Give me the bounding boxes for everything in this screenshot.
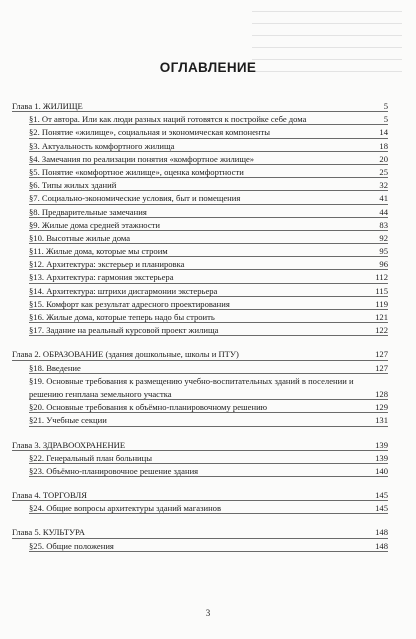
toc-entry-title: §8. Предварительные замечания xyxy=(29,206,147,217)
toc-section xyxy=(29,126,388,139)
toc-section xyxy=(29,324,388,337)
toc-section xyxy=(29,401,388,414)
toc-section xyxy=(29,232,388,245)
toc-entry-page: 115 xyxy=(375,285,388,296)
toc-entry-title: §16. Жилые дома, которые теперь надо бы строить xyxy=(29,312,215,322)
toc-entry-page: 41 xyxy=(379,193,388,204)
toc-entry-page: 127 xyxy=(375,349,388,360)
toc-entry-title: Глава 3. ЗДРАВООХРАНЕНИЕ xyxy=(12,439,126,450)
toc-entry-title: §11. Жилые дома, которые мы строим xyxy=(29,246,168,257)
toc-section xyxy=(29,206,388,219)
toc-entry-page: 148 xyxy=(375,540,388,551)
toc-entry-page: 145 xyxy=(375,490,388,501)
toc-section xyxy=(29,502,388,515)
toc-section xyxy=(29,414,388,427)
toc-section xyxy=(29,375,388,401)
toc-entry-title: Глава 4. ТОРГОВЛЯ xyxy=(12,490,87,501)
toc-entry-page: 131 xyxy=(375,415,388,426)
toc-entry-page: 121 xyxy=(375,312,388,322)
toc-section xyxy=(29,258,388,271)
toc-entry-title: §21. Учебные секции xyxy=(29,415,107,426)
toc-entry-title: §3. Актуальность комфортного жилища xyxy=(29,140,175,151)
toc-entry-title: §9. Жилые дома средней этажности xyxy=(29,219,160,230)
toc-entry-title: §20. Основные требования к объёмно-планировочному решению xyxy=(29,402,268,413)
toc-section xyxy=(29,179,388,192)
toc-entry-title: §24. Общие вопросы архитектуры зданий магазинов xyxy=(29,503,222,514)
toc-entry-page: 5 xyxy=(383,101,388,111)
leader-line xyxy=(29,373,388,374)
toc-entry-title: Глава 1. ЖИЛИЩЕ xyxy=(12,101,83,111)
toc-entry-page: 5 xyxy=(383,114,388,125)
toc-section xyxy=(29,192,388,205)
toc-entry-page: 32 xyxy=(379,180,388,191)
toc-entry-title: §23. Объёмно-планировочное решение здания xyxy=(29,465,199,476)
toc-entry-page: 139 xyxy=(375,452,388,463)
toc-chapter xyxy=(12,100,388,113)
toc-chapter xyxy=(12,439,388,452)
toc-entry-page: 83 xyxy=(379,219,388,230)
toc-entry-title: §5. Понятие «комфортное жилище», оценка комфортности xyxy=(29,166,244,177)
toc-section xyxy=(29,113,388,126)
toc-chapter xyxy=(12,526,388,539)
toc-entry-title: §12. Архитектура: экстерьер и планировка xyxy=(29,259,185,270)
toc-entry-title: §19. Основные требования к размещению учебно-воспитательных зданий в поселении и решению генплана земельного участка xyxy=(29,375,354,399)
toc-entry-title: §6. Типы жилых зданий xyxy=(29,180,117,191)
toc-section xyxy=(29,362,388,375)
toc-entry-page: 128 xyxy=(375,388,388,399)
toc-entry-page: 129 xyxy=(375,402,388,413)
toc-entry-page: 127 xyxy=(375,362,388,373)
toc-section xyxy=(29,298,388,311)
toc-section xyxy=(29,311,388,324)
toc-section xyxy=(29,166,388,179)
toc-entry-page: 119 xyxy=(375,298,388,309)
toc-entry-page: 25 xyxy=(379,166,388,177)
toc-section xyxy=(29,245,388,258)
toc-section xyxy=(29,153,388,166)
toc-entry-title: §14. Архитектура: штрихи дисгармонии экстерьера xyxy=(29,285,218,296)
toc-section xyxy=(29,452,388,465)
toc-entry-title: §22. Генеральный план больницы xyxy=(29,452,153,463)
toc-section xyxy=(29,465,388,478)
toc-section xyxy=(29,540,388,553)
toc-section xyxy=(29,285,388,298)
toc-section xyxy=(29,219,388,232)
toc-entry-page: 145 xyxy=(375,503,388,514)
toc-entry-page: 20 xyxy=(379,153,388,164)
toc-entry-page: 112 xyxy=(375,272,388,283)
table-of-contents xyxy=(12,100,388,553)
toc-section xyxy=(29,271,388,284)
toc-entry-page: 44 xyxy=(379,206,388,217)
toc-entry-title: §7. Социально-экономические условия, быт и помещения xyxy=(29,193,241,204)
toc-entry-title: §15. Комфорт как результат адресного проектирования xyxy=(29,298,230,309)
toc-chapter xyxy=(12,489,388,502)
toc-entry-title: §17. Задание на реальный курсовой проект жилища xyxy=(29,325,219,336)
toc-entry-title: Глава 5. КУЛЬТУРА xyxy=(12,527,85,538)
toc-entry-page: 95 xyxy=(379,246,388,257)
toc-entry-page: 140 xyxy=(375,465,388,476)
toc-chapter xyxy=(12,348,388,361)
toc-entry-page: 92 xyxy=(379,232,388,243)
toc-entry-page: 148 xyxy=(375,527,388,538)
toc-entry-title: Глава 2. ОБРАЗОВАНИЕ (здания дошкольные, школы и ПТУ) xyxy=(12,349,239,360)
toc-entry-title: §1. От автора. Или как люди разных наций готовятся к постройке себе дома xyxy=(29,114,307,125)
toc-entry-title: §25. Общие положения xyxy=(29,540,114,551)
toc-entry-page: 96 xyxy=(379,259,388,270)
toc-entry-page: 18 xyxy=(379,140,388,151)
toc-section xyxy=(29,140,388,153)
toc-entry-title: §10. Высотные жилые дома xyxy=(29,232,131,243)
toc-entry-title: §13. Архитектура: гармония экстерьера xyxy=(29,272,174,283)
toc-entry-title: §18. Введение xyxy=(29,362,81,373)
toc-entry-page: 122 xyxy=(375,325,388,336)
page-title: ОГЛАВЛЕНИЕ xyxy=(159,60,257,75)
page-number: 3 xyxy=(205,608,211,618)
toc-entry-title: §2. Понятие «жилище», социальная и экономическая компоненты xyxy=(29,127,271,138)
toc-entry-title: §4. Замечания по реализации понятия «комфортное жилище» xyxy=(29,153,255,164)
toc-entry-page: 14 xyxy=(379,127,388,138)
toc-entry-page: 139 xyxy=(375,439,388,450)
